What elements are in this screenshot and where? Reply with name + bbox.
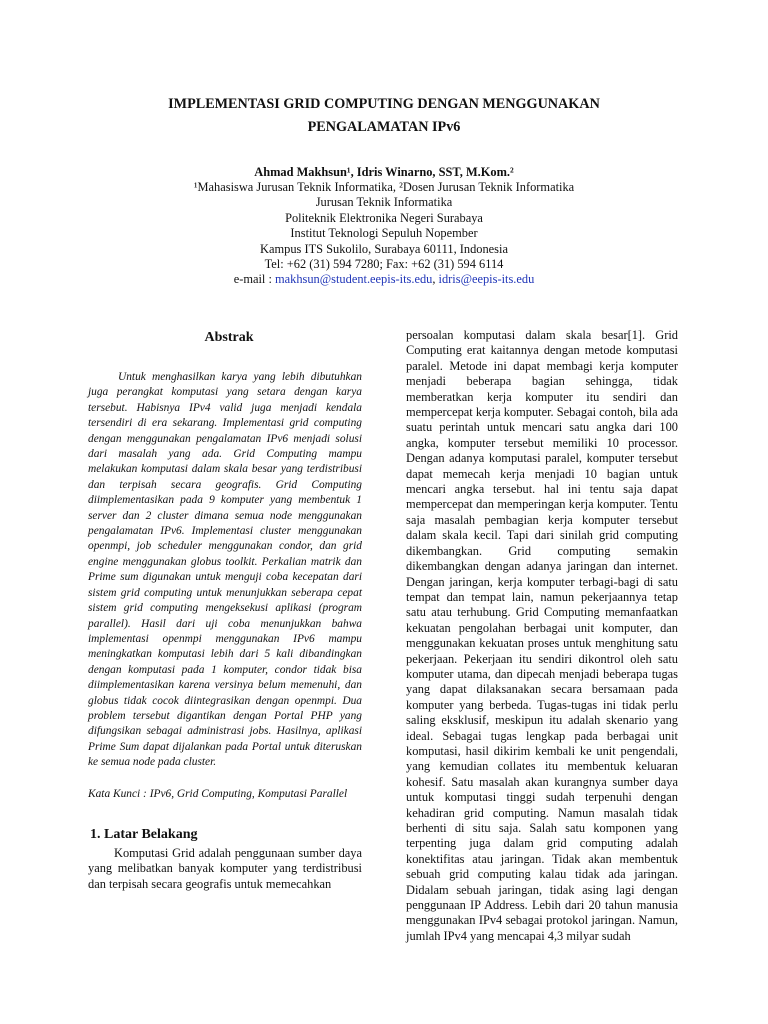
paper-title (60, 93, 708, 139)
affiliation-line: Kampus ITS Sukolilo, Surabaya 60111, Indonesia (260, 241, 508, 256)
paper-title-line-1: IMPLEMENTASI GRID COMPUTING DENGAN MENGGUNAKAN (168, 96, 600, 112)
affiliation-line: Jurusan Teknik Informatika (315, 195, 453, 210)
email-link-makhsun[interactable]: makhsun@student.eepis-its.edu (275, 272, 433, 287)
affiliation-line: Tel: +62 (31) 594 7280; Fax: +62 (31) 594 6114 (264, 257, 504, 272)
email-separator: , (432, 272, 439, 287)
affiliation-block (60, 180, 708, 288)
affiliation-line: Politeknik Elektronika Negeri Surabaya (285, 210, 483, 225)
right-column (406, 328, 678, 944)
email-prefix: e-mail : (233, 272, 276, 287)
email-line (60, 272, 708, 287)
author-list: Ahmad Makhsun¹, Idris Winarno, SST, M.Kom.² (254, 165, 514, 179)
paper-title-line-2: PENGALAMATAN IPv6 (307, 119, 461, 135)
left-column (88, 328, 362, 892)
section-body-latar-belakang: Komputasi Grid adalah penggunaan sumber daya yang melibatkan banyak komputer yang terdistribusi dan terpisah secara geografis untuk memecahkan (88, 845, 362, 891)
keywords: Kata Kunci : IPv6, Grid Computing, Komputasi Parallel (88, 787, 348, 800)
affiliation-line: Institut Teknologi Sepuluh Nopember (290, 226, 478, 241)
right-column-body: persoalan komputasi dalam skala besar[1]. Grid Computing erat kaitannya dengan metode komputasi paralel. Metode ini dapat membagi kerja komputer menjadi beberapa bagian sehingga, tidak memberatkan kerja komputer itu sendiri dan mempercepat kerja komputer. Sebagai contoh, bila ada suatu perintah untuk mencari satu angka dari 100 angka, komputer tersebut memiliki 10 processor. Dengan adanya komputasi paralel, komputer tersebut dapat memecah kerja menjadi 10 bagian untuk mencari angka tersebut. hal ini tentu saja dapat mempercepat dan memperingan kerja komputer. Tentu saja masalah pembagian kerja komputer tersebut dalam skala kecil. Tapi dari sinilah grid computing dikembangkan. Grid computing semakin dikembangkan dengan adanya jaringan dan internet. Dengan jaringan, kerja komputer terbagi-bagi di satu tempat dan tempat lain, namun pekerjaannya tetap satu atau terhubung. Grid Computing memanfaatkan kekuatan pengolahan berbagai unit komputer, dan menggunakan kekuatan proses untuk menghitung satu pekerjaan. Pekerjaan itu sendiri dikontrol oleh satu komputer utama, dan dipecah menjadi beberapa tugas yang dapat dilaksanakan secara bersamaan pada komputer yang berbeda. Tugas-tugas ini tidak perlu saling eksklusif, meskipun itu adalah skenario yang ideal. Sebagai tugas lengkap pada berbagai unit komputasi, hasil dikirim kembali ke unit pengendali, yang kemudian collates itu membentuk keluaran kohesif. Satu masalah akan kurangnya sumber daya untuk komputasi tinggi sudah terpenuhi dengan kehadiran grid computing. Namun masalah tidak berhenti di situ saja. Salah satu komponen yang terpenting juga dalam grid computing adalah konektifitas atau jaringan. Tidak akan membentuk sebuah grid computing kalau tidak ada jaringan. Didalam sebuah jaringan, tidak asing lagi dengan penggunaan IP Address. Lebih dari 20 tahun manusia menggunakan IPv4 sebagai protokol jaringan. Namun, jumlah IPv4 yang mencapai 4,3 milyar sudah (406, 328, 678, 943)
email-link-idris[interactable]: idris@eepis-its.edu (438, 272, 535, 287)
abstract-heading: Abstrak (204, 330, 254, 345)
section-heading-latar-belakang: 1. Latar Belakang (90, 826, 198, 842)
affiliation-line: ¹Mahasiswa Jurusan Teknik Informatika, ²Dosen Jurusan Teknik Informatika (193, 180, 575, 194)
abstract-body: Untuk menghasilkan karya yang lebih dibutuhkan juga perangkat komputasi yang setara dengan karya tersebut. Habisnya IPv4 valid juga menjadi kendala tersendiri di era sekarang. Implementasi grid computing dengan menggunakan pengalamatan IPv6 menjadi solusi dari masalah yang ada. Grid Computing mampu melakukan komputasi dalam skala besar yang terdistribusi dan terpisah secara geografis. Grid Computing diimplementasikan pada 9 komputer yang membentuk 1 server dan 2 cluster dimana semua node menggunakan pengalamatan IPv6. Implementasi cluster menggunakan openmpi, job scheduler menggunakan condor, dan grid engine menggunakan globus toolkit. Perkalian matrik dan Prime sum digunakan untuk menguji coba kecepatan dari sistem grid computing untuk menunjukkan seberapa cepat sistem grid computing mengeksekusi aplikasi (program parallel). Hasil dari uji coba menunjukkan bahwa implementasi openmpi menggunakan IPv6 mampu meningkatkan komputasi lebih dari 5 kali dibandingkan dengan komputasi pada 1 komputer, condor tidak bisa diimplementasikan karena versinya belum memenuhi, dan globus tidak cocok diintegrasikan dengan openmpi. Dua problem tersebut digantikan dengan Portal PHP yang difungsikan sebagai administrasi jobs. Hasilnya, aplikasi Prime Sum dapat dijalankan pada Portal untuk diteruskan ke semua node pada cluster. (88, 371, 362, 769)
